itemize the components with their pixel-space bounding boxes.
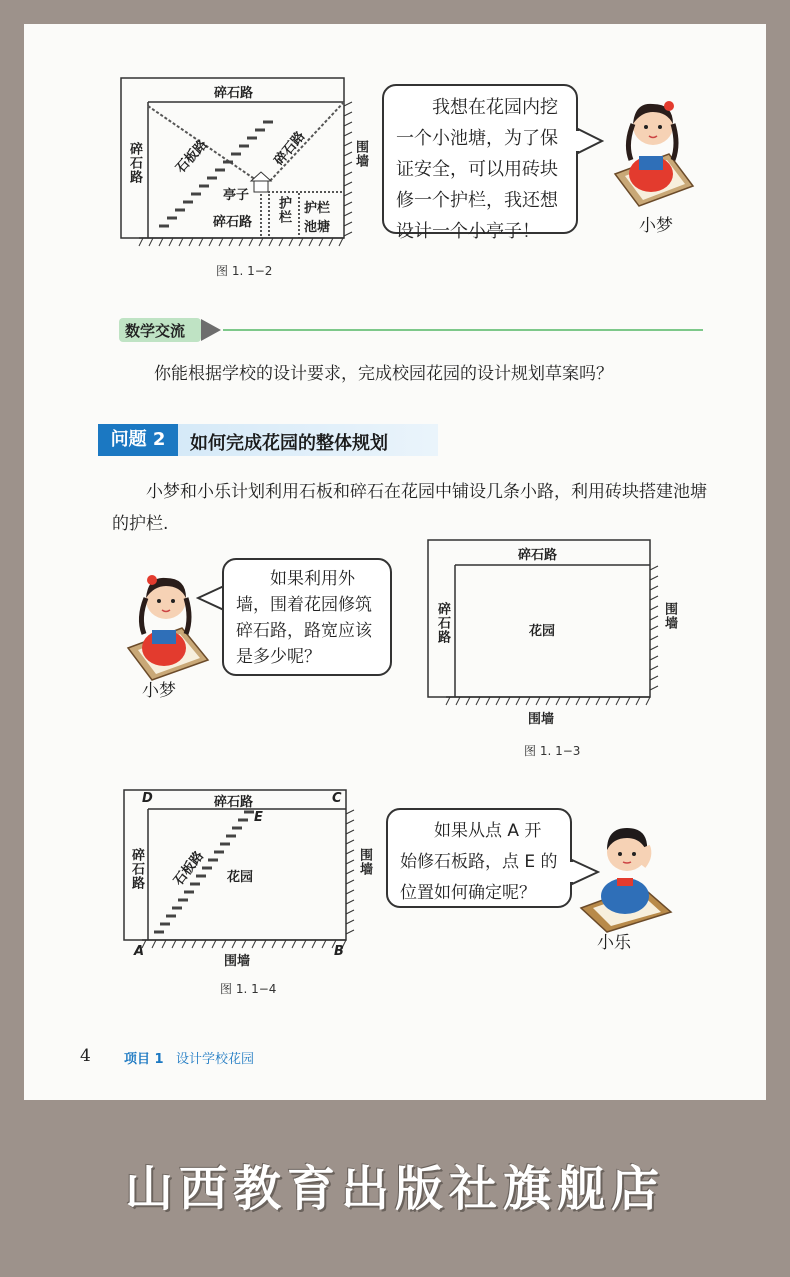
speech-bubble-1 bbox=[382, 84, 578, 242]
page-number: 4 bbox=[80, 1046, 91, 1066]
speech-bubble-3 bbox=[386, 808, 572, 908]
speech-bubble-2 bbox=[222, 558, 392, 676]
fig4-point-b: B bbox=[334, 944, 344, 959]
fig4-point-c: C bbox=[332, 791, 342, 806]
problem-2-paragraph: 小梦和小乐计划利用石板和碎石在花园中铺设几条小路，利用砖块搭建池塘的护栏. bbox=[112, 482, 707, 534]
project-label: 项目 1 bbox=[124, 1052, 164, 1067]
textbook-page bbox=[24, 24, 766, 1100]
fig4-point-d: D bbox=[142, 791, 153, 806]
fig2-label-top-road: 碎石路 bbox=[214, 86, 254, 101]
fig4-point-a: A bbox=[134, 944, 145, 959]
figure-1-1-2 bbox=[119, 76, 369, 256]
fig4-point-e: E bbox=[254, 810, 263, 825]
boy-icon bbox=[577, 816, 677, 934]
arrow-right-icon bbox=[199, 318, 225, 344]
fig2-label-wall: 围墙 bbox=[353, 140, 368, 168]
xiaole-illustration bbox=[577, 816, 677, 934]
speech-bubble-3-text: 如果从点 A 开始修石板路，点 E 的位置如何确定呢？ bbox=[400, 821, 558, 903]
project-title: 设计学校花园 bbox=[176, 1052, 255, 1067]
xiaomeng-name-1: 小梦 bbox=[639, 216, 673, 236]
fig2-label-bottom-road: 碎石路 bbox=[213, 215, 253, 230]
girl-icon bbox=[609, 94, 699, 214]
fig2-label-gravel-diag: 碎石路 bbox=[271, 129, 309, 169]
xiaomeng-illustration-1 bbox=[609, 94, 699, 214]
store-banner: 山西教育出版社旗舰店 bbox=[124, 1161, 665, 1217]
exchange-question: 你能根据学校的设计要求，完成校园花园的设计规划草案吗？ bbox=[154, 364, 613, 384]
figure-1-1-3 bbox=[426, 538, 677, 738]
fig4-label-bottom-wall: 围墙 bbox=[224, 954, 251, 969]
fig4-label-garden: 花园 bbox=[227, 870, 254, 885]
figure-1-1-4-caption: 图 1. 1−4 bbox=[220, 982, 277, 996]
figure-1-1-2-caption: 图 1. 1−2 bbox=[216, 264, 273, 278]
fig3-label-left-road: 碎石路 bbox=[435, 602, 450, 644]
fig4-label-top-road: 碎石路 bbox=[214, 795, 254, 810]
math-exchange-rule bbox=[223, 329, 703, 331]
fig4-label-right-wall: 围墙 bbox=[357, 848, 372, 876]
fig4-label-slab-road: 石板路 bbox=[171, 848, 208, 889]
problem-2-header bbox=[98, 424, 443, 458]
figure-1-1-4 bbox=[122, 788, 372, 973]
fig4-label-left-road: 碎石路 bbox=[129, 848, 144, 890]
figure-1-1-3-caption: 图 1. 1−3 bbox=[524, 744, 581, 758]
fig2-label-pond: 池塘 bbox=[304, 220, 331, 235]
speech-bubble-1-text: 我想在花园内挖一个小池塘，为了保证安全，可以用砖块修一个护栏，我还想设计一个小亭子！ bbox=[396, 97, 558, 242]
fig2-label-slab-road: 石板路 bbox=[173, 137, 211, 177]
math-exchange-header bbox=[119, 318, 704, 344]
fig3-label-right-wall: 围墙 bbox=[662, 602, 677, 630]
fig2-label-rail2: 护栏 bbox=[304, 201, 331, 216]
fig3-label-top-road: 碎石路 bbox=[518, 548, 558, 563]
xiaomeng-name-2: 小梦 bbox=[142, 681, 176, 701]
problem-2-tag: 问题 2 bbox=[98, 424, 178, 456]
fig2-label-left-road: 碎石路 bbox=[127, 142, 142, 184]
fig2-label-pavilion: 亭子 bbox=[223, 188, 250, 203]
speech-bubble-2-text: 如果利用外墙，围着花园修筑碎石路，路宽应该是多少呢？ bbox=[236, 569, 372, 667]
fig2-label-rail1: 护栏 bbox=[276, 196, 291, 224]
speech-bubble-1-tail bbox=[576, 127, 604, 157]
math-exchange-title: 数学交流 bbox=[125, 322, 186, 340]
fig3-label-garden: 花园 bbox=[529, 624, 556, 639]
xiaole-name: 小乐 bbox=[597, 933, 631, 953]
problem-2-title: 如何完成花园的整体规划 bbox=[190, 433, 388, 454]
fig3-label-bottom-wall: 围墙 bbox=[528, 712, 555, 727]
